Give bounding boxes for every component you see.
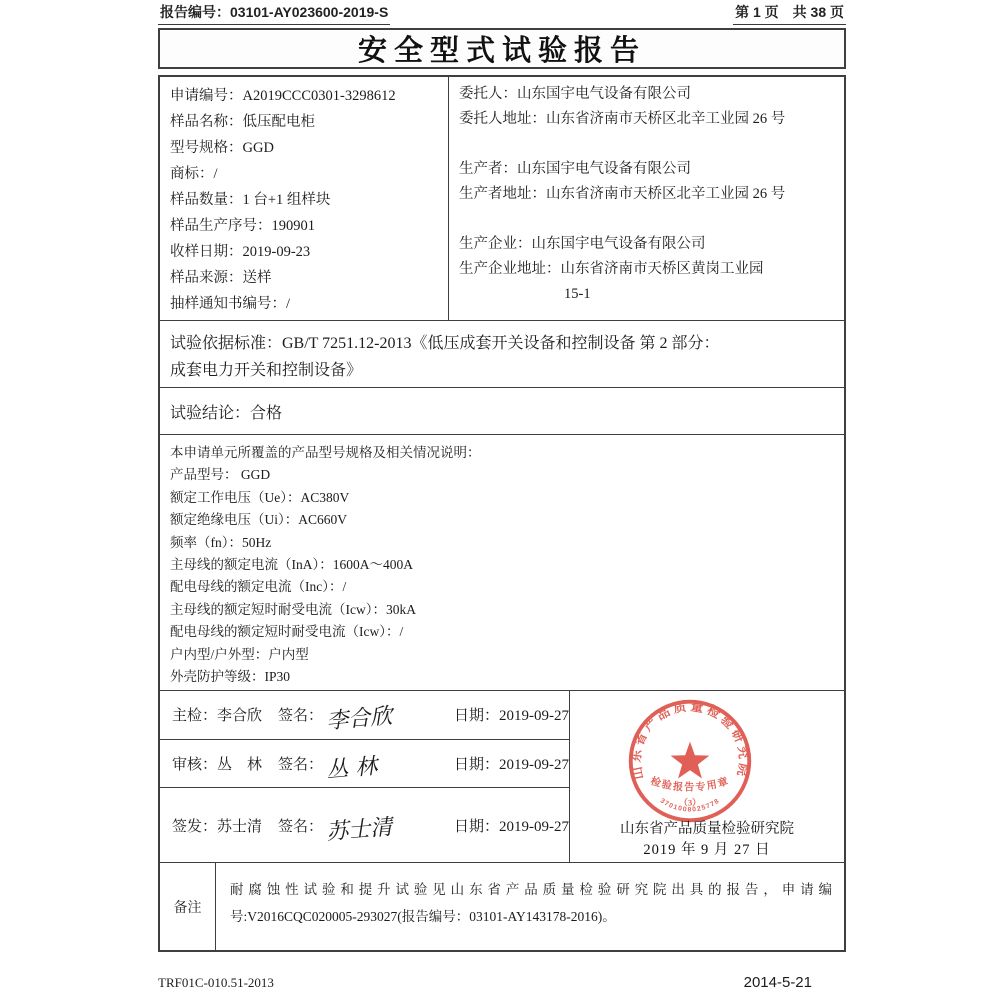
stamp-org-arc-text: 山东省产品质量检验研究院: [628, 699, 752, 781]
product-specs-section: [160, 434, 844, 690]
trademark: 商标：/: [170, 166, 218, 182]
remark-section: [160, 862, 844, 950]
remark-line2: 号:V2016CQC020005-293027(报告编号：03101-AY143178-2016)。: [230, 909, 616, 924]
issuer-name: 签发：苏士清: [172, 818, 263, 835]
sample-source: 样品来源：送样: [170, 270, 272, 286]
issuer-row: [160, 787, 569, 862]
stamp-number-text: （3）: [679, 797, 701, 808]
signature-label: 签名：: [278, 818, 324, 835]
producer-group: [459, 157, 838, 207]
reviewer-signature: 丛 林: [325, 754, 379, 784]
report-sheet: [158, 0, 846, 952]
sample-name: 样品名称：低压配电柜: [170, 114, 315, 130]
chief-inspector-date: 日期：2019-09-27: [454, 708, 569, 725]
application-number: 申请编号：A2019CCC0301-3298612: [170, 88, 396, 104]
main-busbar-rated-current: 主母线的额定电流（InA）：1600A～400A: [170, 557, 413, 573]
client-address: 委托人地址：山东省济南市天桥区北辛工业园 26 号: [459, 111, 786, 127]
product-model: 产品型号： GGD: [170, 467, 271, 483]
test-standard-line1: 试验依据标准：GB/T 7251.12-2013《低压成套开关设备和控制设备 第 2 部分：: [170, 335, 720, 352]
signature-label: 签名：: [278, 708, 324, 725]
reviewer-row: [160, 739, 569, 788]
rated-insulation-voltage: 额定绝缘电压（Ui）：AC660V: [170, 512, 348, 528]
stamp-star-icon: [671, 742, 710, 779]
client-group: [459, 82, 838, 132]
svg-text:检验报告专用章: [649, 774, 731, 793]
issuing-organization: 山东省产品质量检验研究院: [620, 821, 794, 837]
producer-address: 生产者地址：山东省济南市天桥区北辛工业园 26 号: [459, 186, 786, 202]
report-number: 报告编号：03101-AY023600-2019-S: [158, 2, 390, 25]
stamp-purpose-text: 检验报告专用章: [649, 776, 731, 794]
chief-inspector-name: 主检：李合欣: [172, 708, 263, 725]
report-title: 安全型式试验报告: [158, 28, 846, 69]
test-standard-section: [160, 320, 844, 387]
rated-working-voltage: 额定工作电压（Ue）：AC380V: [170, 489, 350, 505]
sample-info-section: [160, 77, 844, 320]
seal-cell: [570, 691, 844, 862]
chief-inspector-signature: 李合欣: [325, 704, 394, 735]
reviewer-name: 审核：丛 林: [172, 756, 263, 773]
manufacturer-name: 生产企业：山东国宇电气设备有限公司: [459, 236, 706, 252]
producer-name: 生产者：山东国宇电气设备有限公司: [459, 161, 691, 177]
reviewer-date: 日期：2019-09-27: [454, 756, 569, 773]
remark-content: [216, 863, 844, 950]
distribution-busbar-withstand-current: 配电母线的额定短时耐受电流（Icw）：/: [170, 624, 404, 640]
test-conclusion: 试验结论：合格: [170, 404, 283, 422]
frequency: 频率（fn）：50Hz: [170, 534, 272, 550]
stamp-code-arc-text: 3701008025778: [658, 797, 722, 814]
indoor-outdoor-type: 户内型/户外型：户内型: [170, 646, 309, 662]
form-date: 2014-5-21: [743, 974, 812, 991]
form-number: TRF01C-010.51-2013: [158, 975, 274, 990]
remark-label: 备注: [160, 863, 216, 950]
test-conclusion-section: [160, 387, 844, 434]
issuer-signature: 苏士清: [325, 814, 394, 846]
receive-date: 收样日期：2019-09-23: [170, 244, 311, 260]
manufacturer-address-cont: 15-1: [564, 286, 591, 302]
signature-seal-section: [160, 690, 844, 862]
page-footer: [158, 974, 846, 991]
manufacturer-group: [459, 232, 838, 307]
distribution-busbar-rated-current: 配电母线的额定电流（Inc）：/: [170, 579, 347, 595]
remark-line1: 耐腐蚀性试验和提升试验见山东省产品质量检验研究院出具的报告，申请编: [230, 882, 832, 897]
main-busbar-withstand-current: 主母线的额定短时耐受电流（Icw）：30kA: [170, 601, 416, 617]
report-table: [158, 75, 846, 952]
sample-info-cell: [160, 77, 449, 320]
sample-serial: 样品生产序号：190901: [170, 218, 315, 234]
chief-inspector-row: [160, 691, 569, 739]
page-header: [158, 2, 846, 25]
signatures-column: [160, 691, 570, 862]
specs-heading: 本申请单元所覆盖的产品型号规格及相关情况说明：: [170, 445, 481, 460]
official-stamp-icon: [622, 693, 758, 829]
client-info-cell: [449, 77, 844, 320]
test-standard-line2: 成套电力开关和控制设备》: [170, 362, 363, 379]
enclosure-protection-rating: 外壳防护等级：IP30: [170, 669, 291, 685]
client-name: 委托人：山东国宇电气设备有限公司: [459, 86, 691, 102]
issuer-date: 日期：2019-09-27: [454, 818, 569, 835]
sample-quantity: 样品数量：1 台+1 组样块: [170, 192, 331, 208]
signature-label: 签名：: [278, 756, 324, 773]
manufacturer-address: 生产企业地址：山东省济南市天桥区黄岗工业园: [459, 261, 764, 277]
issue-date: 2019 年 9 月 27 日: [643, 842, 771, 858]
page-number: 第 1 页 共 38 页: [733, 2, 846, 25]
model-spec: 型号规格：GGD: [170, 140, 274, 156]
sampling-notice-number: 抽样通知书编号：/: [170, 296, 291, 312]
